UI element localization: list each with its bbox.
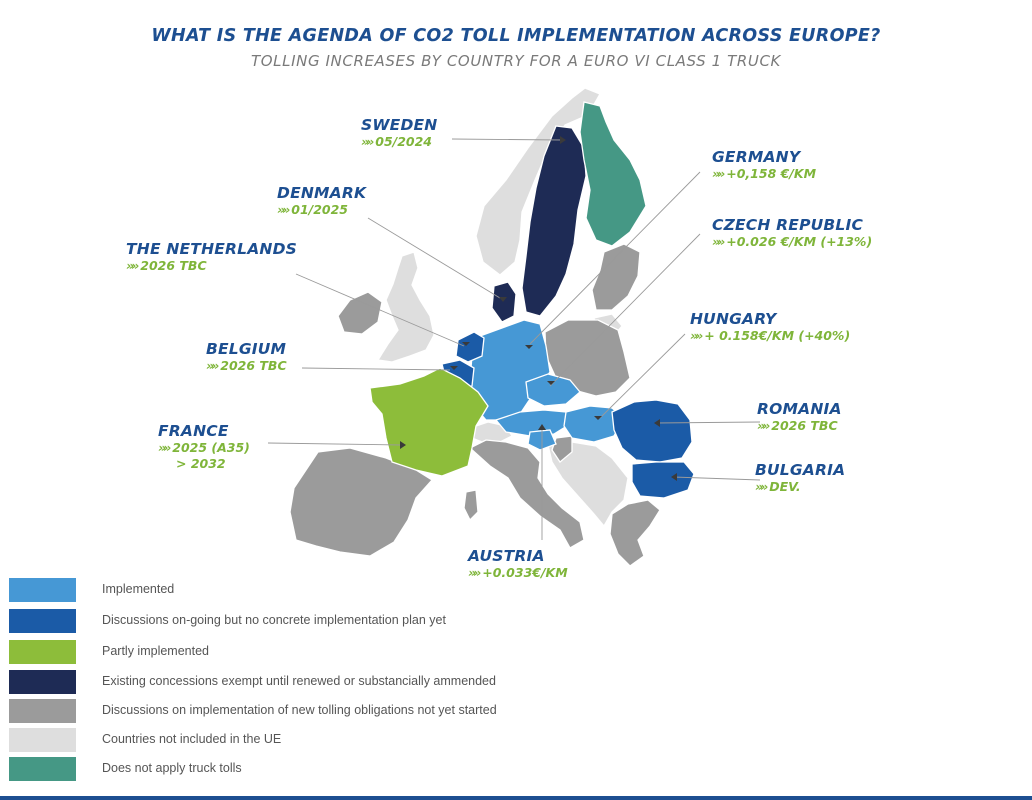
label-czech-republic <box>712 216 872 250</box>
legend-item <box>9 578 529 602</box>
label-austria <box>468 547 568 581</box>
legend-swatch <box>9 728 76 752</box>
map-subtitle: TOLLING INCREASES BY COUNTRY FOR A EURO VI CLASS 1 TRUCK <box>251 52 781 70</box>
chevron-icon: »» <box>361 134 372 149</box>
legend-label: Implemented <box>102 582 175 596</box>
country-sardinia <box>464 490 478 520</box>
france-name: FRANCE <box>158 422 229 440</box>
legend-swatch <box>9 670 76 694</box>
label-romania <box>757 400 842 434</box>
legend-item <box>9 609 529 633</box>
hungary-name: HUNGARY <box>690 310 777 328</box>
legend-swatch <box>9 757 76 781</box>
belgium-name: BELGIUM <box>206 340 287 358</box>
country-netherlands <box>456 332 484 362</box>
label-bulgaria <box>755 461 845 495</box>
chevron-icon: »» <box>690 328 701 343</box>
legend-item <box>9 670 529 694</box>
legend-item <box>9 728 529 752</box>
map-title: WHAT IS THE AGENDA OF CO2 TOLL IMPLEMENTATION ACROSS EUROPE? <box>151 26 881 46</box>
chevron-icon: »» <box>126 258 137 273</box>
label-belgium <box>206 340 287 374</box>
label-hungary <box>690 310 850 344</box>
country-bulgaria <box>632 462 694 498</box>
legend-label: Partly implemented <box>102 644 209 658</box>
sweden-name: SWEDEN <box>361 116 438 134</box>
legend-swatch <box>9 640 76 664</box>
country-denmark <box>492 282 516 322</box>
romania-value: 2026 TBC <box>771 418 838 433</box>
legend-item <box>9 699 529 723</box>
legend-item <box>9 757 529 781</box>
germany-name: GERMANY <box>712 148 801 166</box>
chevron-icon: »» <box>277 202 288 217</box>
hungary-value: + 0.158€/KM (+40%) <box>704 328 851 343</box>
chevron-icon: »» <box>757 418 768 433</box>
legend-swatch <box>9 609 76 633</box>
legend-label: Discussions on implementation of new tolling obligations not yet started <box>102 703 497 717</box>
legend-label: Does not apply truck tolls <box>102 761 242 775</box>
chevron-icon: »» <box>712 166 723 181</box>
country-greece <box>610 500 660 566</box>
chevron-icon: »» <box>755 479 766 494</box>
country-finland <box>580 102 646 246</box>
country-romania <box>612 400 692 462</box>
czech-name: CZECH REPUBLIC <box>712 216 864 234</box>
label-germany <box>712 148 816 182</box>
label-sweden <box>361 116 437 150</box>
chevron-icon: »» <box>158 440 169 455</box>
sweden-value: 05/2024 <box>375 134 433 149</box>
france-value: 2025 (A35) <box>172 440 250 455</box>
chevron-icon: »» <box>468 565 479 580</box>
netherlands-name: THE NETHERLANDS <box>126 240 298 258</box>
denmark-name: DENMARK <box>277 184 367 202</box>
legend-swatch <box>9 578 76 602</box>
legend-label: Countries not included in the UE <box>102 732 282 746</box>
bulgaria-value: DEV. <box>769 479 801 494</box>
legend-swatch <box>9 699 76 723</box>
legend-item <box>9 640 529 664</box>
label-france <box>158 422 250 472</box>
netherlands-value: 2026 TBC <box>140 258 207 273</box>
france-value2: > 2032 <box>176 456 226 471</box>
germany-value: +0,158 €/KM <box>726 166 817 181</box>
label-denmark <box>277 184 366 218</box>
czech-value: +0.026 €/KM (+13%) <box>726 234 873 249</box>
chevron-icon: »» <box>712 234 723 249</box>
bulgaria-name: BULGARIA <box>755 461 846 479</box>
austria-value: +0.033€/KM <box>482 565 568 580</box>
austria-name: AUSTRIA <box>468 547 545 565</box>
country-ireland <box>338 292 382 334</box>
country-baltics <box>592 244 640 310</box>
legend-label: Existing concessions exempt until renewed or substancially ammended <box>102 674 496 688</box>
legend-label: Discussions on-going but no concrete implementation plan yet <box>102 613 446 627</box>
belgium-value: 2026 TBC <box>220 358 287 373</box>
country-great-britain <box>378 252 434 362</box>
denmark-value: 01/2025 <box>291 202 349 217</box>
romania-name: ROMANIA <box>757 400 842 418</box>
label-netherlands <box>126 240 297 274</box>
bottom-accent-bar <box>0 796 1032 800</box>
chevron-icon: »» <box>206 358 217 373</box>
